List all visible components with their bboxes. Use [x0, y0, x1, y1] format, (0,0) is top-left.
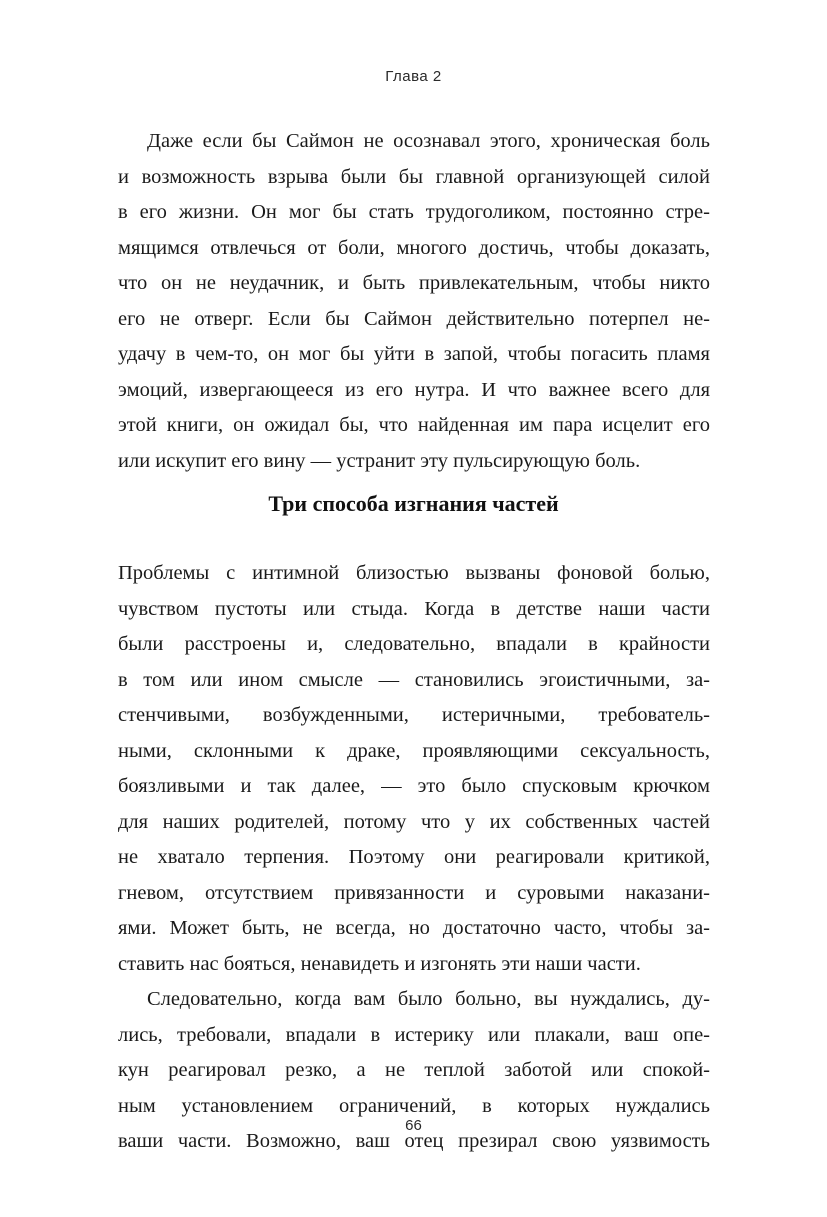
text-line: удачу в чем-то, он мог бы уйти в запой, чтобы погасить пламя [118, 343, 710, 365]
page-number: 66 [405, 1117, 422, 1134]
intro-paragraph [118, 124, 710, 479]
text-line: ваши части. Возможно, ваш отец презирал свою уязвимость [118, 1130, 710, 1152]
section-heading: Три способа изгнания частей [268, 491, 559, 516]
text-line: Даже если бы Саймон не осознавал этого, хроническая боль [147, 130, 710, 152]
text-line: чувством пустоты или стыда. Когда в детстве наши части [118, 597, 710, 620]
section-body [118, 556, 710, 1160]
text-line: не хватало терпения. Поэтому они реагировали критикой, [118, 846, 710, 868]
text-line: боязливыми и так далее, — это было спусковым крючком [118, 775, 710, 797]
text-line: кун реагировал резко, а не теплой заботой или спокой- [118, 1059, 710, 1081]
text-line: и возможность взрыва были бы главной организующей силой [118, 165, 710, 188]
text-line: этой книги, он ожидал бы, что найденная им пара исцелит его [118, 414, 710, 436]
text-line: лись, требовали, впадали в истерику или плакали, ваш опе- [118, 1023, 710, 1046]
text-line: эмоций, извергающееся из его нутра. И что важнее всего для [118, 378, 710, 401]
text-line: были расстроены и, следовательно, впадали в крайности [118, 633, 710, 655]
text-line: Проблемы с интимной близостью вызваны фоновой болью, [118, 562, 710, 584]
text-line: ями. Может быть, не всегда, но достаточно часто, чтобы за- [118, 917, 710, 939]
text-line: ным установлением ограничений, в которых нуждались [118, 1094, 710, 1117]
text-line: Следовательно, когда вам было больно, вы нуждались, ду- [147, 988, 710, 1010]
text-line: для наших родителей, потому что у их собственных частей [118, 810, 710, 833]
text-line: стенчивыми, возбужденными, истеричными, требователь- [118, 704, 710, 726]
text-line: в его жизни. Он мог бы стать трудоголиком, постоянно стре- [118, 201, 710, 223]
text-line: гневом, отсутствием привязанности и суровыми наказани- [118, 881, 710, 904]
text-line: его не отверг. Если бы Саймон действительно потерпел не- [118, 307, 710, 330]
text-line: или искупит его вину — устранит эту пульсирующую боль. [118, 449, 641, 472]
running-head: Глава 2 [385, 68, 442, 85]
text-line: ными, склонными к драке, проявляющими сексуальность, [118, 739, 710, 762]
text-line: что он не неудачник, и быть привлекательным, чтобы никто [118, 272, 710, 294]
text-line: в том или ином смысле — становились эгоистичными, за- [118, 668, 710, 691]
text-line: мящимся отвлечься от боли, многого достичь, чтобы доказать, [118, 236, 710, 259]
text-line: ставить нас бояться, ненавидеть и изгонять эти наши части. [118, 952, 641, 975]
